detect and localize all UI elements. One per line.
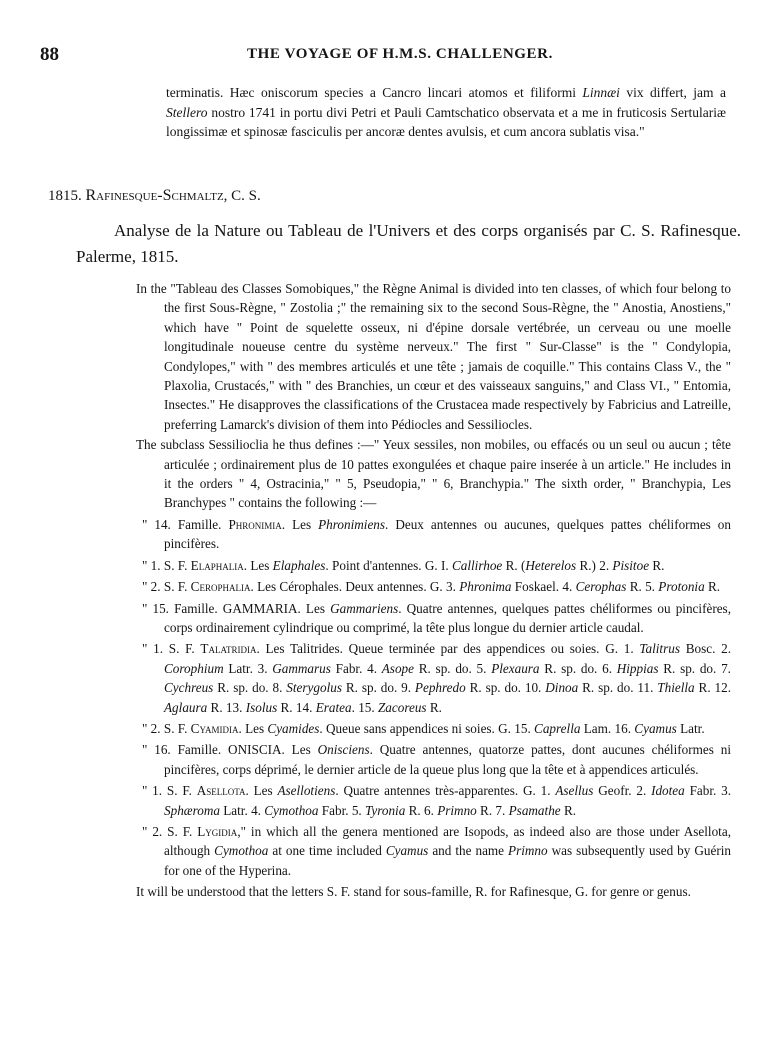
italic-term: Thiella [657, 680, 695, 696]
text-run: R. [704, 579, 721, 595]
text-run: . Les Cérophales. Deux antennes. G. 3. [250, 579, 460, 595]
text-run: Latr. 4. [219, 802, 265, 818]
small-caps-term: Lygidia [197, 823, 238, 839]
small-caps-term: Elaphalia [190, 557, 244, 573]
entry-author-initials: , C. S. [223, 188, 261, 204]
text-run: ," in which all the genera mentioned are Isopods, as indeed also are those under Asellota, although [164, 823, 731, 859]
bibliography-entry-heading [48, 187, 738, 205]
text-run: R. 7. [476, 802, 509, 818]
quoted-classification [136, 515, 731, 880]
italic-term: Asellus [555, 783, 594, 799]
text-run: " 1. S. F. [142, 641, 201, 657]
italic-term: Gammariens [330, 600, 399, 616]
entry-author [86, 188, 261, 204]
italic-term: Heterelos [525, 557, 577, 573]
page-number: 88 [40, 44, 59, 65]
italic-term: Tyronia [365, 802, 406, 818]
small-caps-term: Phronimia [228, 516, 282, 532]
italic-term: Asope [381, 660, 414, 676]
text-run: Latr. 3. [223, 660, 273, 676]
italic-term: Isolus [245, 699, 278, 715]
text-run: was subsequently used by Guérin for one of the Hyperina. [164, 843, 731, 878]
text-run: at one time included [268, 843, 386, 859]
text-run: . Les [238, 720, 268, 736]
text-run: " 2. S. F. [142, 720, 191, 736]
text-run: . Les Talitrides. Queue terminée par des appendices ou soies. G. 1. [256, 641, 640, 657]
text-run: R. sp. do. 6. [539, 660, 617, 676]
text-run: terminatis. Hæc oniscorum species a Cancro lincari atomos et filiformi [166, 85, 583, 100]
small-caps-term: Talatridia [200, 641, 257, 657]
family-gammaria [142, 599, 731, 638]
small-caps-term: Cerophalia [190, 579, 251, 595]
text-run: The subclass Sessilioclia he thus defines :—" Yeux sessiles, non mobiles, ou effacés ou un seul ou aucun ; tête articulée ; ordinairement plus de 10 pattes exongulées et chaque paire inserée à un article." He includes in it the orders " 4, Ostracinia," " 5, Pseudopia," " 6, Branchypia." The sixth order, " Branchypia, Les Branchypes " contains the following :— [136, 437, 731, 511]
italic-term: Cyamus [385, 843, 429, 859]
italic-term: Sterygolus [286, 680, 342, 696]
text-run: . Deux antennes ou aucunes, quelques pattes chéliformes on pincifères. [164, 516, 731, 552]
small-caps-term: Cyamidia [190, 720, 239, 736]
text-run: Lam. 16. [580, 720, 635, 736]
subfamily-talatridia [142, 639, 731, 717]
italic-term: Primno [437, 802, 477, 818]
text-run: R. sp. do. 8. [213, 680, 287, 696]
text-run: . Les [245, 783, 278, 799]
italic-term: Psamathe [508, 802, 561, 818]
italic-term: Caprella [534, 720, 581, 736]
text-run: . 15. [351, 699, 378, 715]
text-run: R. [560, 802, 577, 818]
text-run: Bosc. 2. [679, 641, 731, 657]
closing-note [136, 882, 731, 901]
family-phronimia [142, 515, 731, 554]
text-run: It will be understood that the letters S. F. stand for sous-famille, R. for Rafinesque, G. for genre or genus. [136, 884, 691, 900]
text-run: Geofr. 2. [593, 783, 652, 799]
italic-term: Eratea [315, 699, 352, 715]
italic-term: Cychreus [164, 680, 214, 696]
entry-author-name: Rafinesque-Schmaltz [85, 187, 224, 204]
text-run: R. 6. [405, 802, 438, 818]
text-run: nostro 1741 in portu divi Petri et Pauli Camtschatico observata et a me in fruticosis Sertulariæ longissimæ et spinosæ fasciculis per ancoræ dentes avulsis, et cum ancora sublatis visa." [166, 104, 726, 139]
italic-term: Elaphales [272, 557, 326, 573]
italic-term: Protonia [658, 579, 705, 595]
text-run: Fabr. 5. [318, 802, 366, 818]
italic-term: Idotea [651, 783, 685, 799]
italic-term: Cyamides [267, 720, 320, 736]
quoted-latin-passage [166, 83, 726, 142]
text-run: R. sp. do. 7. [658, 660, 731, 676]
text-run: " 1. S. F. [142, 783, 197, 799]
italic-term: Phronimiens [318, 516, 386, 532]
running-title: THE VOYAGE OF H.M.S. CHALLENGER. [247, 46, 553, 62]
work-title: Analyse de la Nature ou Tableau de l'Univers et des corps organisés par C. S. Rafinesque. Palerme, 1815. [76, 221, 741, 266]
page-header [40, 44, 740, 66]
italic-term: Dinoa [545, 680, 579, 696]
text-run: . Point d'antennes. G. I. [325, 557, 452, 573]
text-run: . Quatre antennes, quatorze pattes, dont aucunes chéliformes ni pincifères, corps déprimé, le dernier article de la queue plus long que la tête et à appendices articulés. [164, 742, 731, 777]
italic-term: Linnæi [582, 85, 620, 100]
small-caps-term: Asellota [196, 783, 246, 799]
italic-term: Asellotiens [277, 783, 336, 799]
text-run: R. 13. [207, 699, 246, 715]
italic-term: Talitrus [639, 641, 680, 657]
text-run: R. sp. do. 5. [413, 660, 492, 676]
italic-term: Phronima [459, 579, 512, 595]
text-run: R. sp. do. 9. [341, 680, 415, 696]
italic-term: Pephredo [414, 680, 466, 696]
italic-term: Gammarus [272, 660, 331, 676]
text-run: " 16. Famille. ONISCIA. Les [142, 742, 318, 758]
text-run: vix differt, jam a [619, 85, 726, 100]
text-run: . Les [281, 516, 319, 532]
paragraph-classes [136, 279, 731, 434]
text-run: Foskael. 4. [511, 579, 576, 595]
paragraph-subclass [136, 435, 731, 513]
text-run: Latr. [676, 720, 705, 736]
italic-term: Stellero [166, 104, 208, 120]
text-run: R. 14. [277, 699, 316, 715]
text-run: R. [426, 699, 442, 715]
italic-term: Primno [508, 843, 548, 859]
text-run: In the "Tableau des Classes Somobiques," the Règne Animal is divided into ten classes, of which four belong to the first Sous-Règne, " Zostolia ;" the remaining six to the second Sous-Règne, the " Anostia, Anostiens," which have " Point de squelette osseux, ni d'épine dorsale vertébrée, un cerveau ou une moelle longitudinale noueuse centre du système nerveux." The first " Sur-Classe" is the " Condylopia, Condylopes," with " des membres articulés et une tête ; jamais de coquille." This contains Class V., the " Plaxolia, Crustacés," with " des Branchies, un cœur et des vaisseaux sanguins," and Class VI., " Entomia, Insectes." He disapproves the classifications of the Crustacea made respectively by Fabricius and Latreille, preferring Lamarck's division of them into Pédiocles and Sessiliocles. [136, 281, 731, 432]
italic-term: Cymothoa [214, 843, 269, 859]
text-run: Fabr. 3. [684, 783, 732, 799]
text-run: and the name [428, 843, 509, 859]
text-run: R. ( [502, 557, 526, 573]
text-run: R. 12. [694, 680, 731, 696]
italic-term: Cerophas [575, 579, 627, 595]
subfamily-cerophalia [142, 577, 731, 596]
text-run: R. [649, 557, 665, 573]
italic-term: Cymothoa [264, 802, 319, 818]
subfamily-asellota [142, 781, 731, 820]
text-run: R. 5. [626, 579, 659, 595]
family-oniscia [142, 740, 731, 779]
text-run: . Quatre antennes, quelques pattes chéliformes ou pincifères, corps ordinairement cylindrique ou comprimé, la tête plus longue du dernier article caudal. [164, 600, 731, 635]
italic-term: Cyamus [634, 720, 677, 736]
italic-term: Onisciens [317, 742, 370, 758]
entry-year: 1815. [48, 188, 82, 204]
text-run: " 14. Famille. [142, 516, 229, 532]
subfamily-elaphalia [142, 556, 731, 575]
text-run: " 15. Famille. GAMMARIA. Les [142, 600, 331, 616]
subfamily-cyamidia [142, 719, 731, 738]
text-run: R. sp. do. 11. [578, 680, 658, 696]
italic-term: Pisitoe [612, 557, 650, 573]
text-run: " 2. S. F. [142, 579, 191, 595]
text-run: . Queue sans appendices ni soies. G. 15. [319, 720, 535, 736]
text-run: . Les [243, 557, 273, 573]
subfamily-lygidia [142, 822, 731, 880]
italic-term: Sphæroma [164, 802, 220, 818]
text-run: Fabr. 4. [330, 660, 382, 676]
italic-term: Hippias [616, 660, 659, 676]
commentary-body [136, 279, 731, 902]
italic-term: Aglaura [164, 699, 208, 715]
text-run: " 2. S. F. [142, 823, 198, 839]
text-run: R.) 2. [576, 557, 613, 573]
italic-term: Plexaura [491, 660, 540, 676]
text-run: . Quatre antennes très-apparentes. G. 1. [335, 783, 556, 799]
italic-term: Corophium [164, 660, 224, 676]
italic-term: Zacoreus [377, 699, 427, 715]
text-run: " 1. S. F. [142, 557, 191, 573]
italic-term: Callirhoe [451, 557, 503, 573]
text-run: R. sp. do. 10. [465, 680, 546, 696]
